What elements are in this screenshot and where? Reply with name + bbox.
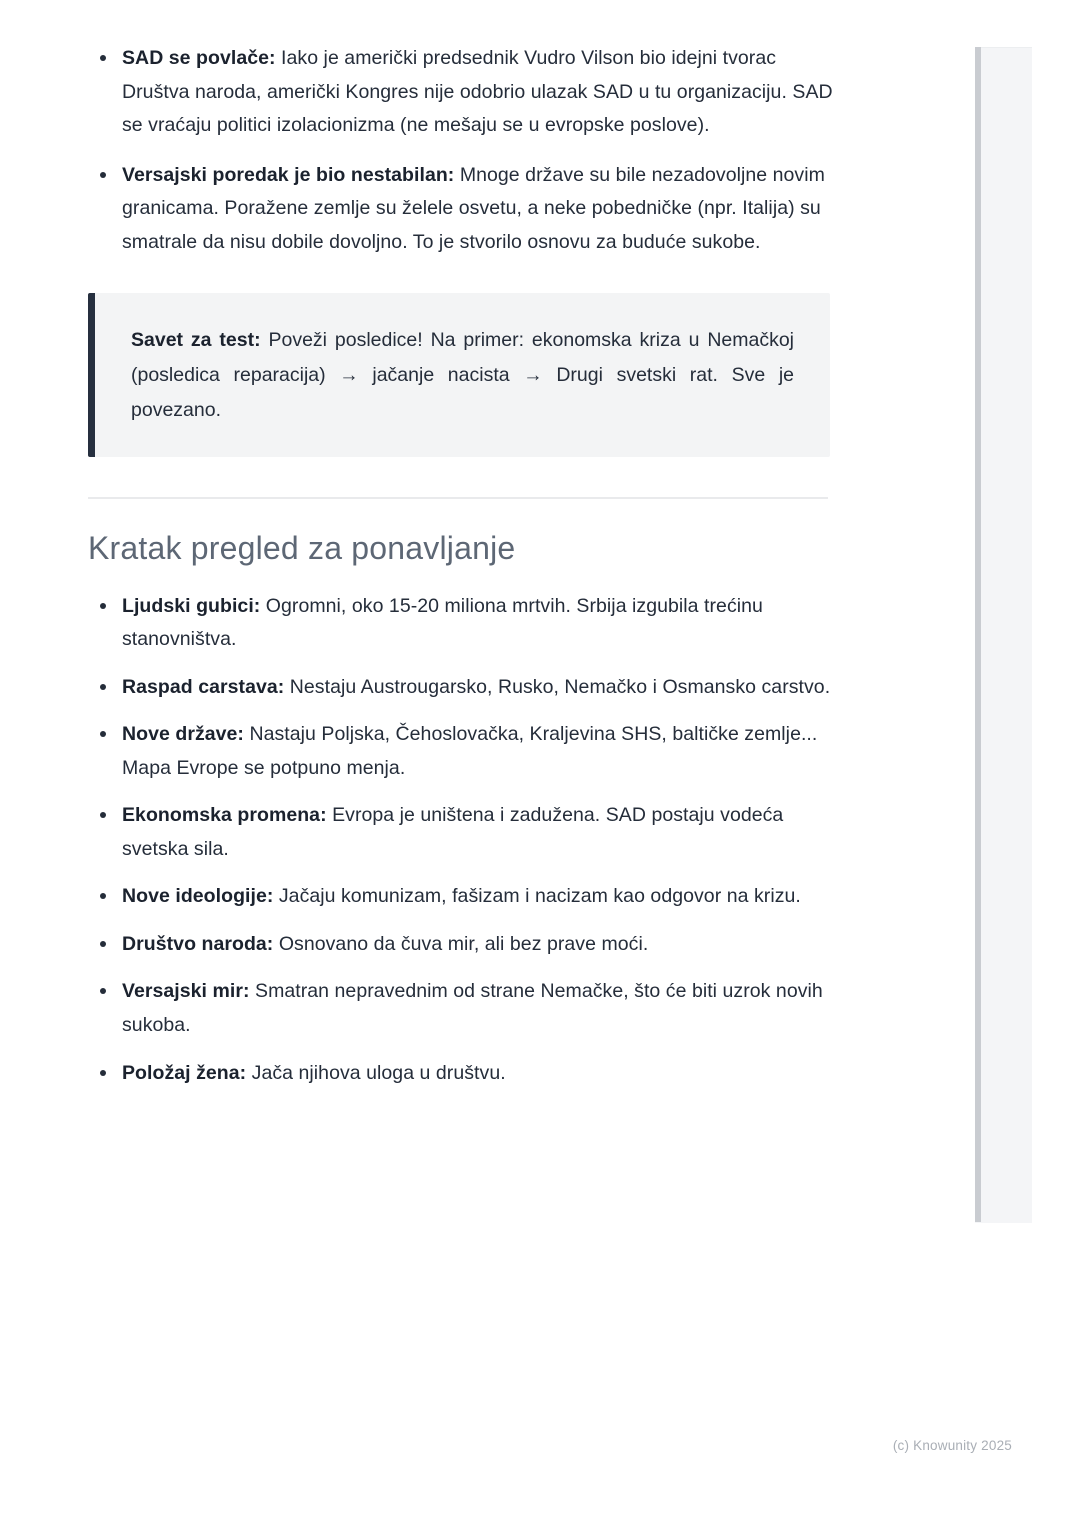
list-item-text: Mnoge države su bile nezadovoljne novim granicama. Poražene zemlje su želele osvetu, a neke pobedničke (npr. Italija) su smatrale da nisu dobile dovoljno. To je stvorilo osnovu za buduće sukobe.: [122, 163, 825, 253]
list-item: [88, 975, 836, 1042]
list-item: [88, 1057, 836, 1091]
list-item-lead: Ekonomska promena:: [122, 804, 327, 827]
bullet-dot-icon: [100, 988, 106, 994]
list-item-lead: Raspad carstava:: [122, 675, 285, 698]
list-item: [88, 159, 836, 260]
scroll-track[interactable]: [975, 47, 1032, 1223]
list-item-text: Nestaju Austrougarsko, Rusko, Nemačko i Osmansko carstvo.: [284, 675, 831, 698]
list-item: [88, 880, 836, 914]
bullet-dot-icon: [100, 603, 106, 609]
copyright-footer: (c) Knowunity 2025: [892, 1438, 1012, 1453]
list-item-lead: Položaj žena:: [122, 1061, 247, 1084]
list-item-text: Evropa je uništena i zadužena. SAD postaju vodeća svetska sila.: [122, 804, 784, 860]
list-item-text: Osnovano da čuva mir, ali bez prave moći.: [273, 932, 649, 955]
exam-tip-callout: [88, 293, 830, 457]
consequences-bullet-list: [88, 42, 836, 259]
list-item-lead: Društvo naroda:: [122, 932, 274, 955]
bullet-dot-icon: [100, 1070, 106, 1076]
review-summary-bullet-list: [88, 590, 836, 1090]
bullet-dot-icon: [100, 812, 106, 818]
list-item: [88, 928, 836, 962]
list-item-lead: Nove države:: [122, 723, 244, 746]
list-item-lead: Versajski mir:: [122, 980, 250, 1003]
bullet-dot-icon: [100, 941, 106, 947]
exam-tip-text: [131, 323, 794, 427]
bullet-dot-icon: [100, 172, 106, 178]
bullet-dot-icon: [100, 684, 106, 690]
list-item-lead: Ljudski gubici:: [122, 594, 261, 617]
list-item-lead: Versajski poredak je bio nestabilan:: [122, 163, 455, 186]
exam-tip-body: Poveži posledice! Na primer: ekonomska kriza u Nemačkoj (posledica reparacija) → jačanje nacista → Drugi svetski rat. Sve je povezano.: [131, 329, 795, 421]
bullet-dot-icon: [100, 893, 106, 899]
bullet-dot-icon: [100, 731, 106, 737]
list-item: [88, 42, 836, 143]
list-item-lead: SAD se povlače:: [122, 47, 276, 69]
list-item-text: Iako je američki predsednik Vudro Vilson bio idejni tvorac Društva naroda, američki Kongres nije odobrio ulazak SAD u tu organizaciju. SAD se vraćaju politici izolacionizma (ne mešaju se u evropske poslove).: [122, 47, 833, 137]
list-item: [88, 590, 836, 657]
list-item-text: Jača njihova uloga u društvu.: [246, 1061, 506, 1084]
scroll-thumb[interactable]: [975, 47, 981, 1222]
list-item-text: Ogromni, oko 15-20 miliona mrtvih. Srbija izgubila trećinu stanovništva.: [122, 594, 763, 651]
list-item-text: Smatran nepravednim od strane Nemačke, što će biti uzrok novih sukoba.: [122, 980, 823, 1036]
exam-tip-lead: Savet za test:: [131, 329, 261, 352]
list-item-text: Nastaju Poljska, Čehoslovačka, Kraljevina SHS, baltičke zemlje... Mapa Evrope se potpuno menja.: [122, 723, 818, 779]
list-item: [88, 671, 836, 705]
section-divider: [88, 497, 828, 499]
list-item: [88, 799, 836, 866]
bullet-dot-icon: [100, 55, 106, 61]
list-item: [88, 718, 836, 785]
list-item-text: Jačaju komunizam, fašizam i nacizam kao odgovor na krizu.: [273, 885, 801, 908]
document-content: [88, 42, 836, 1090]
section-heading-review: Kratak pregled za ponavljanje: [88, 530, 516, 567]
list-item-lead: Nove ideologije:: [122, 885, 274, 908]
